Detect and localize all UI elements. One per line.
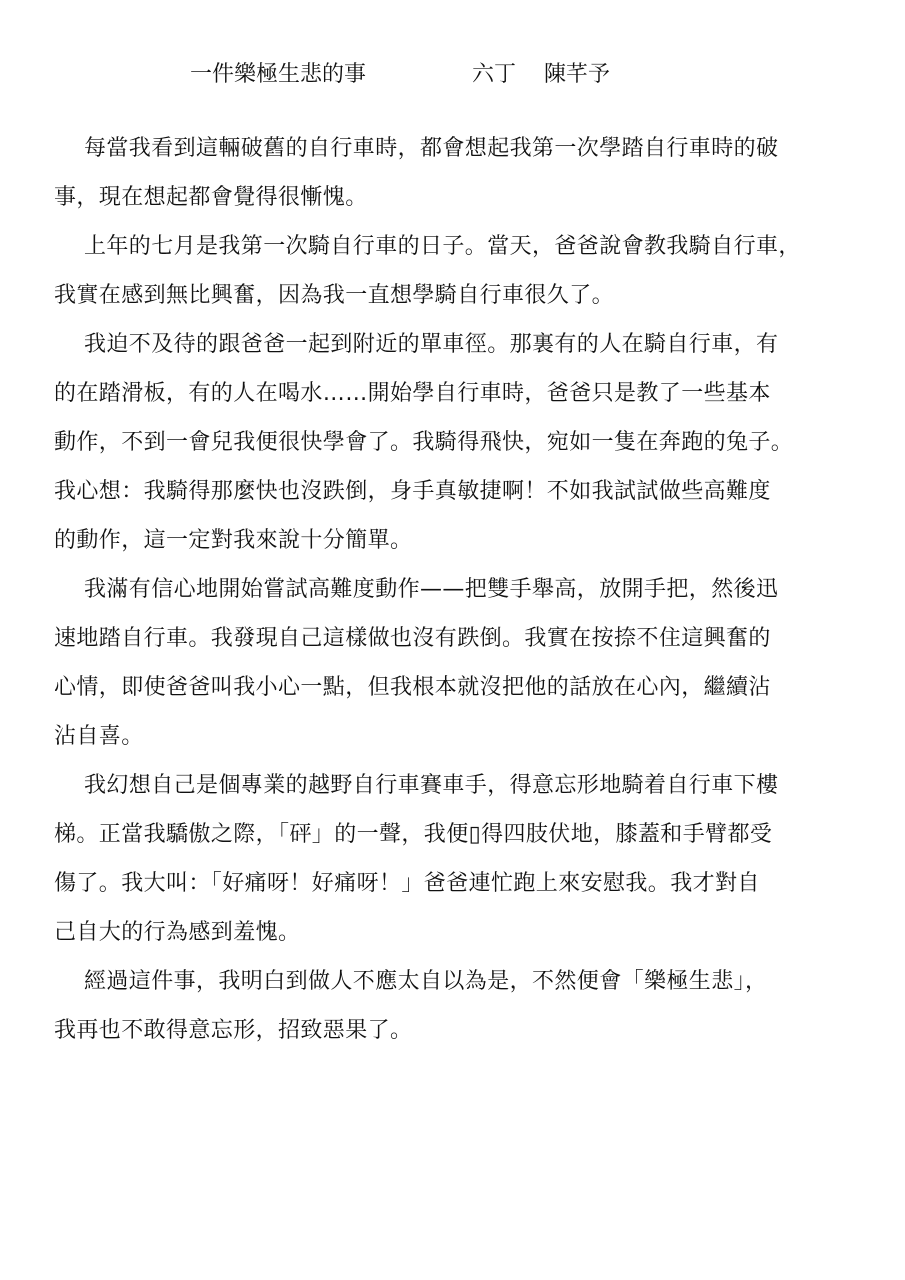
text-line: 心情，即使爸爸叫我小心一點，但我根本就沒把他的話放在心內，繼續沾 [54,675,771,700]
essay-title: 一件樂極生悲的事 [190,62,367,87]
text-line: 我再也不敢得意忘形，招致惡果了。 [54,1018,413,1043]
text-line: 速地踏自行車。我發現自己這樣做也沒有跌倒。我實在按捺不住這興奮的 [54,626,771,651]
text-line: 我心想：我騎得那麼快也沒跌倒，身手真敏捷啊！不如我試試做些高難度 [54,479,771,504]
text-line: 己自大的行為感到羞愧。 [54,920,301,945]
text-line: 我實在感到無比興奮，因為我一直想學騎自行車很久了。 [54,283,615,308]
text-line: 事，現在想起都會覺得很慚愧。 [54,185,368,210]
paragraph [54,565,864,761]
author-name: 陳芊予 [544,62,611,87]
paragraph [54,761,864,957]
paragraph [54,957,864,1055]
text-line: 傷了。我大叫：「好痛呀！好痛呀！」爸爸連忙跑上來安慰我。我才對自 [54,871,760,896]
text-line: 的在踏滑板，有的人在喝水……開始學自行車時，爸爸只是教了一些基本 [54,381,771,406]
text-line: 動作，不到一會兒我便很快學會了。我騎得飛快，宛如一隻在奔跑的兔子。 [54,430,794,455]
text-line: 經過這件事，我明白到做人不應太自以為是，不然便會「樂極生悲」， [84,969,768,994]
text-line: 我滿有信心地開始嘗試高難度動作——把雙手舉高，放開手把，然後迅 [84,577,779,602]
paragraph [54,124,864,222]
title-row [0,58,905,92]
text-line: 我迫不及待的跟爸爸一起到附近的單車徑。那裏有的人在騎自行車，有 [84,332,779,357]
text-line: 的動作，這一定對我來說十分簡單。 [54,528,413,553]
text-line: 每當我看到這輛破舊的自行車時，都會想起我第一次學踏自行車時的破 [84,136,779,161]
paragraph [54,320,864,565]
text-line: 上年的七月是我第一次騎自行車的日子。當天，爸爸說會教我騎自行車， [84,234,801,259]
text-line: 沾自喜。 [54,724,144,749]
class-label: 六丁 [472,62,517,87]
essay-body [54,124,864,1055]
paragraph [54,222,864,320]
text-line: 梯。正當我驕傲之際，「砰」的一聲，我便▯得四肢伏地，膝蓋和手臂都受 [54,822,773,847]
text-line: 我幻想自己是個專業的越野自行車賽車手，得意忘形地騎着自行車下樓 [84,773,779,798]
